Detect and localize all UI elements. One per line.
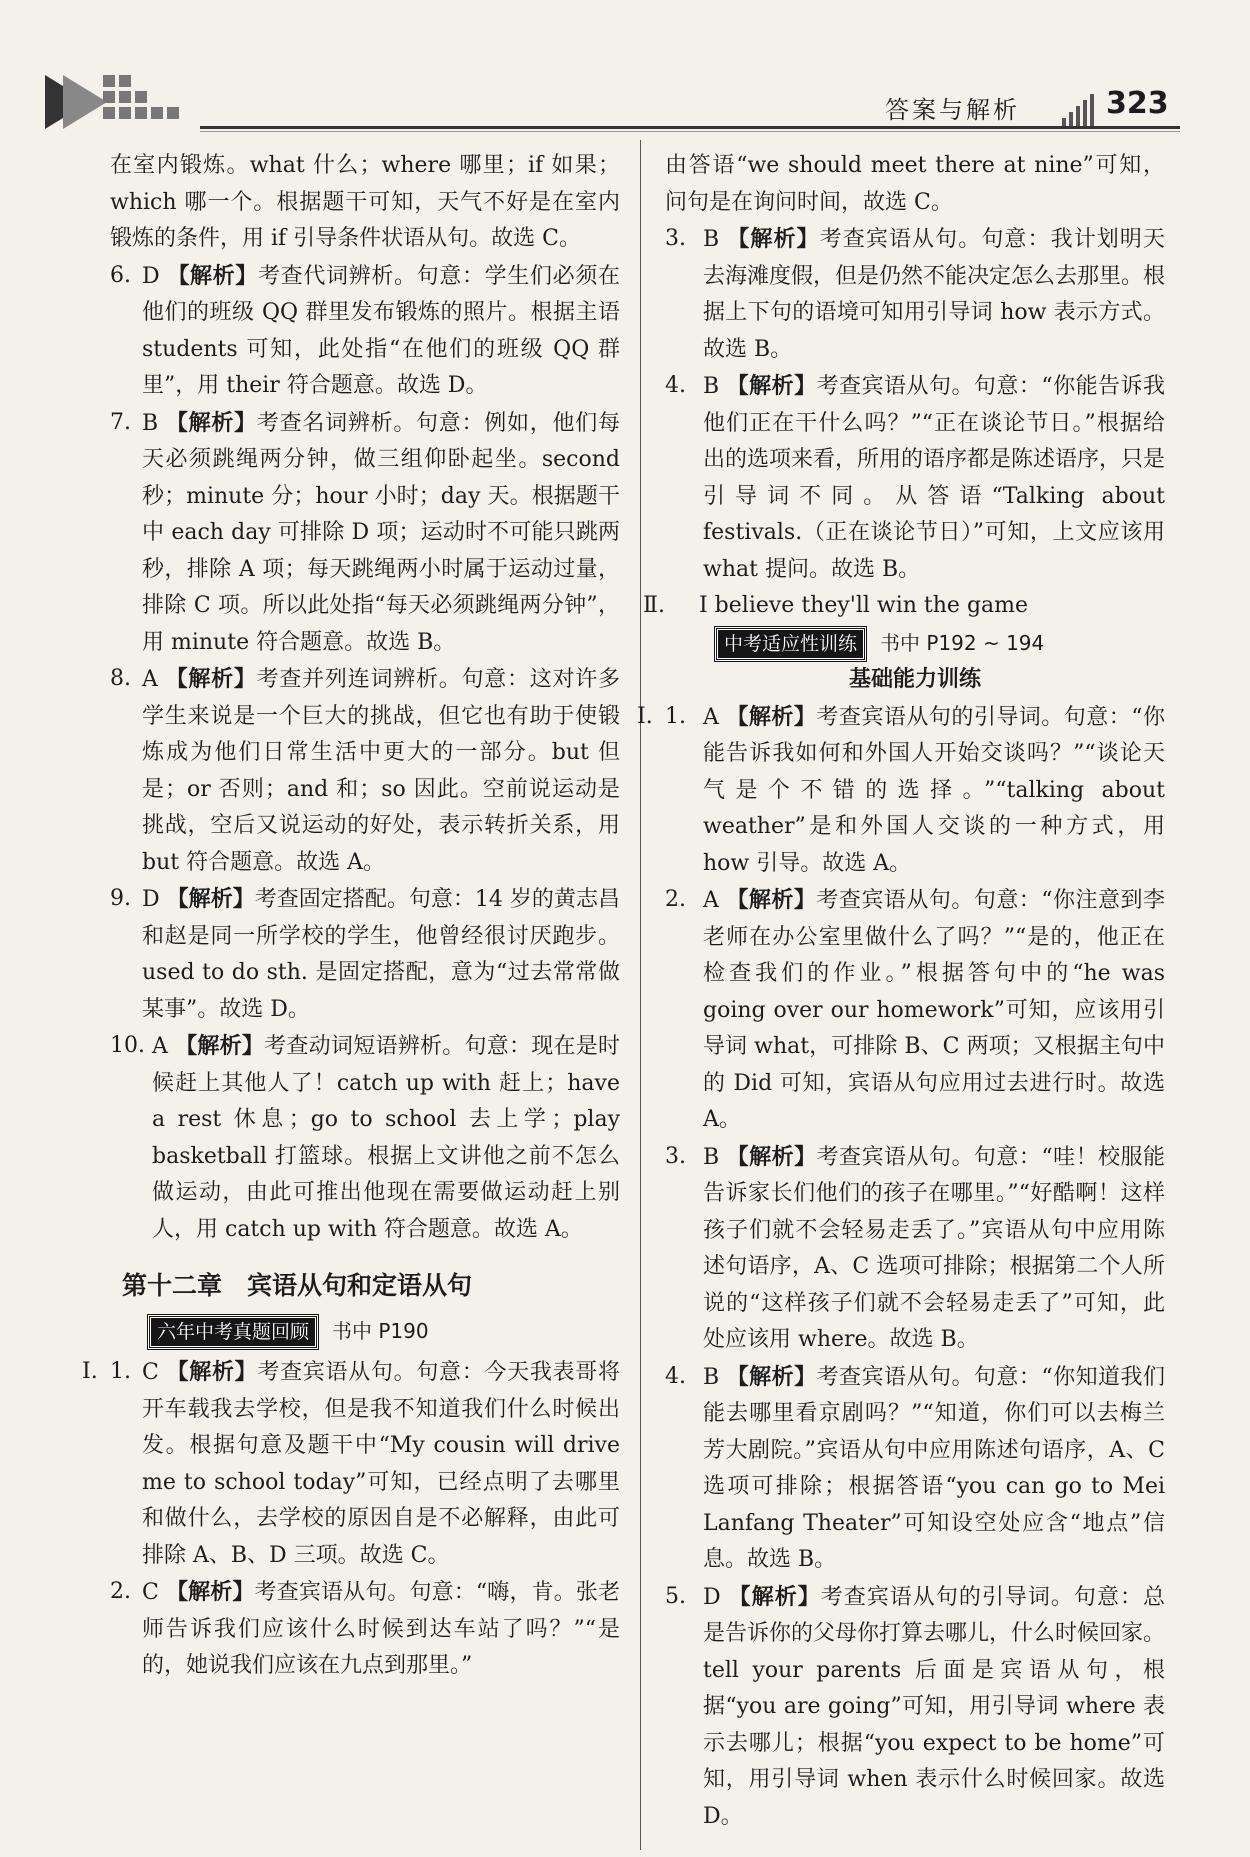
answer-choice: B [703, 374, 720, 399]
analysis-tag: 【解析】 [175, 1033, 265, 1059]
answer-text: 考查宾语从句。句意：“哇！校服能告诉家长们他们的孩子在哪里。”“好酷啊！这样孩子们就不会轻易走丢了。”宾语从句中应用陈述句语序，A、C 选项可排除；根据第二个人所说的“这样孩子们就不会轻易走丢了”可知，此处应该用 where。故选 B。 [703, 1144, 1165, 1352]
answer-item [82, 1354, 620, 1574]
answer-choice: D [142, 887, 160, 912]
answer-text: 考查宾语从句。句意：“你注意到李老师在办公室里做什么了吗？”“是的，他正在检查我们的作业。”根据答句中的“he was going over our homework”可知，应该用引导词 what，可排除 B、C 两项；又根据主句中的 Did 可知，宾语从句应用过去进行时。故选 A。 [703, 888, 1166, 1132]
answer-choice: D [703, 1584, 721, 1610]
answer-item [110, 258, 620, 405]
answer-item [637, 699, 1166, 883]
header-rule-thin [200, 131, 1180, 132]
answer-text: 考查宾语从句。句意：今天我表哥将开车载我去学校，但是我不知道我们什么时候出发。根据句意及题干中“My cousin will drive me to school today”可知，已经点明了去哪里和做什么，去学校的原因自是不必解释，由此可排除 A、B、D 三项。故选 C。 [142, 1360, 620, 1568]
answer-number: 5. [665, 1583, 686, 1609]
answer-item [665, 368, 1165, 588]
answer-item [665, 1139, 1165, 1359]
answer-item [110, 1028, 620, 1248]
answer-number: 3. [665, 1143, 686, 1169]
analysis-tag: 【解析】 [726, 703, 817, 730]
answer-choice: B [703, 1364, 720, 1390]
answer-text: 考查并列连词辨析。句意：这对许多学生来说是一个巨大的挑战，但它也有助于使锻炼成为他们日常生活中更大的一部分。but 但是；or 否则；and 和；so 因此。空前说运动是挑战，空后又说运动的好处，表示转折关系，用 but 符合题意。故选 A。 [142, 667, 620, 875]
answer-item [110, 661, 620, 881]
answer-number: 9. [110, 886, 131, 911]
answer-item [110, 881, 620, 1028]
answer-text: 考查动词短语辨析。句意：现在是时候赶上其他人了！catch up with 赶上；have a rest 休息；go to school 去上学；play basketball 打篮球。根据上文讲他之前不怎么做运动，由此可推出他现在需要做运动赶上别人，用 catch up with 符合题意。故选 A。 [152, 1034, 620, 1242]
answer-number: 4. [665, 1363, 686, 1389]
answer-text: 考查名词辨析。句意：例如，他们每天必须跳绳两分钟，做三组仰卧起坐。second 秒；minute 分；hour 小时；day 天。根据题干中 each day 可排除 D 项；运动时不可能只跳两秒，排除 A 项；每天跳绳两小时属于运动过量，排除 C 项。所以此处指“每天必须跳绳两分钟”，用 minute 符合题意。故选 B。 [142, 410, 620, 655]
column-divider [640, 140, 641, 1850]
answer-item [665, 1359, 1165, 1579]
right-column [637, 148, 1166, 1835]
answer-text: 考查固定搭配。句意：14 岁的黄志昌和赵是同一所学校的学生，他曾经很讨厌跑步。used to do sth. 是固定搭配，意为“过去常常做某事”。故选 D。 [142, 887, 620, 1022]
analysis-tag: 【解析】 [727, 226, 820, 252]
header-logo-icon [45, 75, 195, 130]
bar-ornament-icon [1062, 94, 1102, 126]
answer-text: 考查宾语从句。句意：“你知道我们能去哪里看京剧吗？”“知道，你们可以去梅兰芳大剧院。”宾语从句中应用陈述句语序，A、C 选项可排除；根据答语“you can go to Mei Lanfang Theater”可知设空处应含“地点”信息。故选 B。 [703, 1364, 1165, 1572]
answer-choice: B [703, 1144, 720, 1170]
section-ref: 书中 P192 ~ 194 [880, 630, 1045, 655]
left-column [82, 148, 620, 1685]
roman-numeral: Ⅱ. [643, 593, 665, 618]
answer-number: 4. [665, 373, 686, 398]
answer-number: 2. [110, 1579, 131, 1604]
page-number: 323 [1106, 86, 1169, 121]
answer-text: 考查宾语从句。句意：“嗨，肯。张老师告诉我们应该什么时候到达车站了吗？”“是的，她说我们应该在九点到那里。” [142, 1580, 620, 1678]
analysis-tag: 【解析】 [728, 1583, 821, 1610]
section-tag: 六年中考真题回顾 [148, 1315, 318, 1349]
answer-text: I believe they'll win the game [699, 593, 1029, 618]
header-title: 答案与解析 [885, 96, 1020, 124]
section-tag: 中考适应性训练 [715, 627, 866, 661]
answer-choice: B [142, 410, 159, 436]
roman-numeral: Ⅰ. [637, 703, 653, 729]
answer-item [110, 405, 620, 662]
answer-continuation [110, 148, 620, 258]
chapter-title: 第十二章 宾语从句和定语从句 [122, 1271, 473, 1300]
answer-item [643, 588, 1165, 625]
analysis-tag: 【解析】 [165, 409, 257, 436]
analysis-tag: 【解析】 [166, 1359, 258, 1385]
answer-number: 3. [665, 226, 686, 251]
section-heading: 基础能力训练 [848, 667, 981, 692]
roman-numeral: Ⅰ. [82, 1359, 98, 1384]
analysis-tag: 【解析】 [165, 1579, 255, 1605]
answer-number: 6. [110, 262, 131, 288]
answer-number: 7. [110, 409, 131, 435]
page-header [0, 0, 1250, 140]
answer-text: 在室内锻炼。what 什么；where 哪里；if 如果；which 哪一个。根据题干可知，天气不好是在室内锻炼的条件，用 if 引导条件状语从句。故选 C。 [110, 153, 620, 251]
analysis-tag: 【解析】 [726, 373, 817, 399]
answer-item [665, 882, 1165, 1139]
header-rule [200, 126, 1180, 129]
answer-text: 考查宾语从句的引导词。句意：“你能告诉我如何和外国人开始交谈吗？”“谈论天气是个不错的选择。”“talking about weather”是和外国人交谈的一种方式，用 how 引导。故选 A。 [703, 704, 1166, 876]
section-header-1 [148, 1313, 620, 1351]
section-ref: 书中 P190 [332, 1318, 429, 1343]
answer-item [110, 1574, 620, 1685]
answer-number: 10. [110, 1033, 145, 1058]
answer-choice: A [142, 667, 158, 692]
answer-number: 8. [110, 666, 131, 691]
answer-choice: A [703, 888, 719, 913]
answer-number: 2. [665, 887, 686, 912]
section-header-2 [715, 625, 1165, 663]
analysis-tag: 【解析】 [726, 1363, 817, 1390]
answer-number: 1. [665, 703, 686, 729]
answer-text: 考查宾语从句的引导词。句意：总是告诉你的父母你打算去哪儿，什么时候回家。tell your parents 后面是宾语从句，根据“you are going”可知，用引导词 where 表示去哪儿；根据“you expect to be home”可知，用引导词 when 表示什么时候回家。故选 D。 [703, 1584, 1166, 1829]
answer-choice: B [703, 227, 720, 252]
answer-text: 考查宾语从句。句意：“你能告诉我他们正在干什么吗？”“正在谈论节日。”根据给出的选项来看，所用的语序都是陈述语序，只是引导词不同。从答语“Talking about festivals.（正在谈论节日）”可知，上文应该用 what 提问。故选 B。 [703, 374, 1166, 582]
analysis-tag: 【解析】 [726, 1143, 817, 1170]
analysis-tag: 【解析】 [167, 262, 258, 289]
answer-choice: C [142, 1360, 159, 1385]
answer-text: 考查宾语从句。句意：我计划明天去海滩度假，但是仍然不能决定怎么去那里。根据上下句的语境可知用引导词 how 表示方式。故选 B。 [703, 227, 1166, 362]
answer-number: 1. [110, 1359, 131, 1384]
answer-continuation [665, 148, 1165, 221]
answer-choice: A [703, 704, 719, 730]
answer-item [665, 1579, 1165, 1836]
analysis-tag: 【解析】 [166, 886, 255, 912]
answer-choice: A [152, 1034, 168, 1059]
analysis-tag: 【解析】 [165, 666, 257, 692]
answer-text: 由答语“we should meet there at nine”可知，问句是在询问时间，故选 C。 [665, 153, 1165, 215]
answer-choice: C [142, 1580, 159, 1605]
answer-choice: D [142, 263, 160, 289]
answer-item [665, 221, 1165, 368]
answer-text: 考查代词辨析。句意：学生们必须在他们的班级 QQ 群里发布锻炼的照片。根据主语 students 可知，此处指“在他们的班级 QQ 群里”，用 their 符合题意。故选 D。 [142, 263, 620, 398]
analysis-tag: 【解析】 [726, 887, 817, 913]
